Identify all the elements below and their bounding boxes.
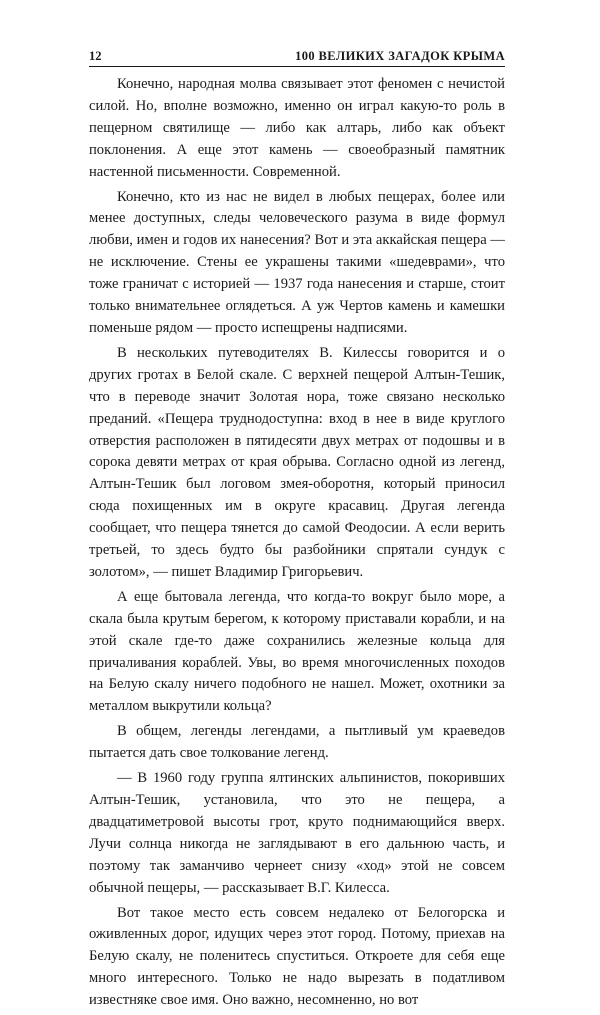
paragraph-4: А еще бытовала легенда, что когда-то вокруг было море, а скала была крутым берегом, к которому приставали корабли, и на этой скале где-то даже сохранились железные кольца для причаливания кораблей. Увы, во время многочисленных походов на Белую скалу ничего подобного не нашел. Может, охотники за металлом выкрутили кольца? [89, 588, 505, 715]
running-header [89, 46, 505, 67]
paragraph-2: Конечно, кто из нас не видел в любых пещерах, более или менее доступных, следы человеческого разума в виде формул любви, имен и годов их нанесения? Вот и эта аккайская пещера — не исключение. Стены ее украшены такими «шедеврами», что тоже граничат с историей — 1937 года нанесения и старше, стоит только внимательнее оглядеться. А уж Чертов камень и камешки поменьше рядом — просто испещрены надписями. [89, 188, 505, 336]
book-title: 100 ВЕЛИКИХ ЗАГАДОК КРЫМА [295, 49, 505, 63]
paragraph-1: Конечно, народная молва связывает этот феномен с нечистой силой. Но, вполне возможно, именно он играл какую-то роль в пещерном святилище — либо как алтарь, либо как объект поклонения. А еще этот камень — своеобразный памятник настенной письменности. Современной. [89, 76, 505, 180]
paragraph-5: В общем, легенды легендами, а пытливый ум краеведов пытается дать свое толкование легенд. [89, 723, 505, 762]
page-number: 12 [89, 49, 102, 63]
paragraph-6: — В 1960 году группа ялтинских альпинистов, покоривших Алтын-Тешик, установила, что это не пещера, а двадцатиметровой высоты грот, круто поднимающийся вверх. Лучи солнца никогда не заглядывают в его дальнюю часть, и поэтому так заманчиво чернеет снизу «ход» этой не совсем обычной пещеры, — рассказывает В.Г. Килесса. [89, 770, 505, 896]
book-page [89, 0, 505, 1009]
paragraph-3: В нескольких путеводителях В. Килессы говорится и о других гротах в Белой скале. С верхней пещерой Алтын-Тешик, что в переводе значит Золотая нора, тоже связано несколько преданий. «Пещера труднодоступна: вход в нее в виде круглого отверстия расположен в пятидесяти двух метрах от подошвы и в сорока девяти метрах от края обрыва. Согласно одной из легенд, Алтын-Тешик был логовом змея-оборотня, который приносил сюда похищенных им в округе красавиц. Другая легенда сообщает, что пещера тянется до самой Феодосии. А если верить третьей, то здесь будто бы разбойники спрятали сундук с золотом», — пишет Владимир Григорьевич. [89, 344, 505, 580]
paragraph-7: Вот такое место есть совсем недалеко от Белогорска и оживленных дорог, идущих через этот город. Потому, приехав на Белую скалу, не поленитесь спуститься. Откроете для себя еще много интересного. Только не надо вырезать в податливом известняке свое имя. Оно важно, несомненно, но вот [89, 904, 505, 1009]
body-text [89, 74, 505, 1015]
